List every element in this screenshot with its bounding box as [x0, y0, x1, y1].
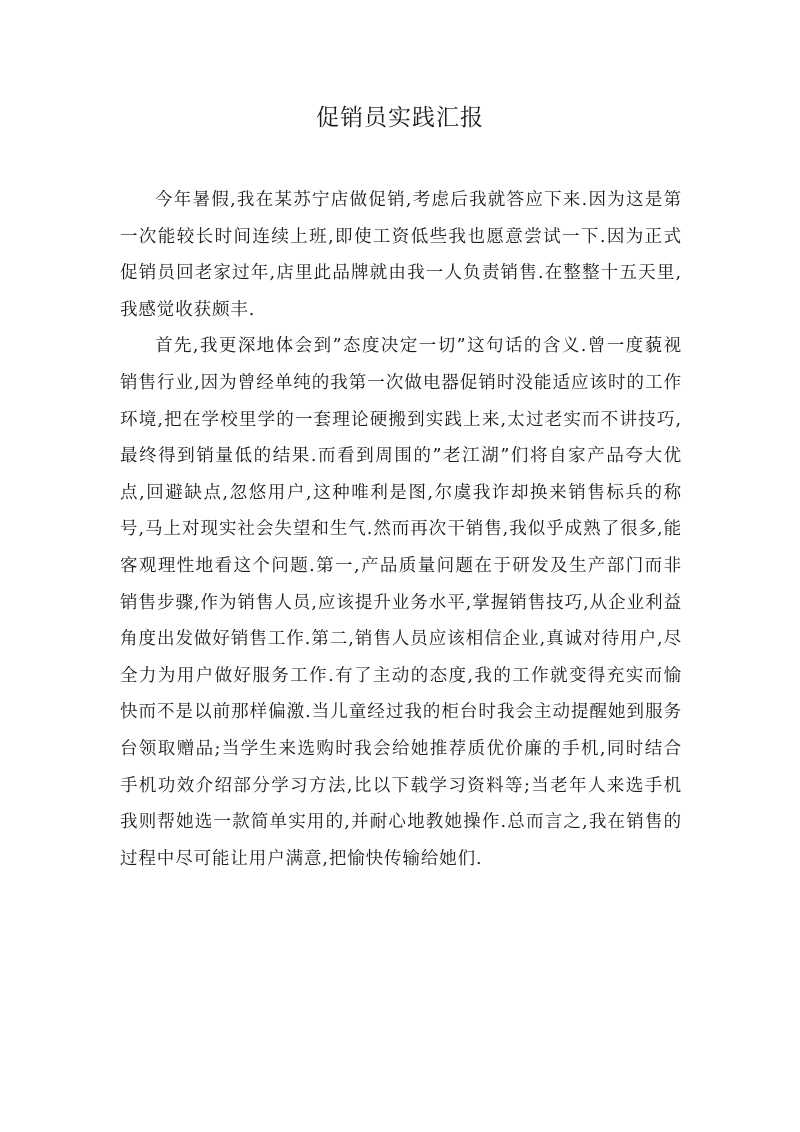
paragraph-1: 今年暑假,我在某苏宁店做促销,考虑后我就答应下来.因为这是第一次能较长时间连续上班,即使工资低些我也愿意尝试一下.因为正式促销员回老家过年,店里此品牌就由我一人负责销售.在整整十五天里,我感觉收获颇丰.	[120, 190, 682, 320]
document-body	[120, 182, 682, 877]
paragraph-2: 首先,我更深地体会到”态度决定一切”这句话的含义.曾一度藐视销售行业,因为曾经单纯的我第一次做电器促销时没能适应该时的工作环境,把在学校里学的一套理论硬搬到实践上来,太过老实而不讲技巧,最终得到销量低的结果.而看到周围的”老江湖”们将自家产品夸大优点,回避缺点,忽悠用户,这种唯利是图,尔虞我诈却换来销售标兵的称号,马上对现实社会失望和生气.然而再次干销售,我似乎成熟了很多,能客观理性地看这个问题.第一,产品质量问题在于研发及生产部门而非销售步骤,作为销售人员,应该提升业务水平,掌握销售技巧,从企业利益角度出发做好销售工作.第二,销售人员应该相信企业,真诚对待用户,尽全力为用户做好服务工作.有了主动的态度,我的工作就变得充实而愉快而不是以前那样偏激.当儿童经过我的柜台时我会主动提醒她到服务台领取赠品;当学生来选购时我会给她推荐质优价廉的手机,同时结合手机功效介绍部分学习方法,比以下载学习资料等;当老年人来选手机我则帮她选一款简单实用的,并耐心地教她操作.总而言之,我在销售的过程中尽可能让用户满意,把愉快传输给她们.	[120, 336, 682, 869]
document-title: 促销员实践汇报	[316, 105, 484, 131]
